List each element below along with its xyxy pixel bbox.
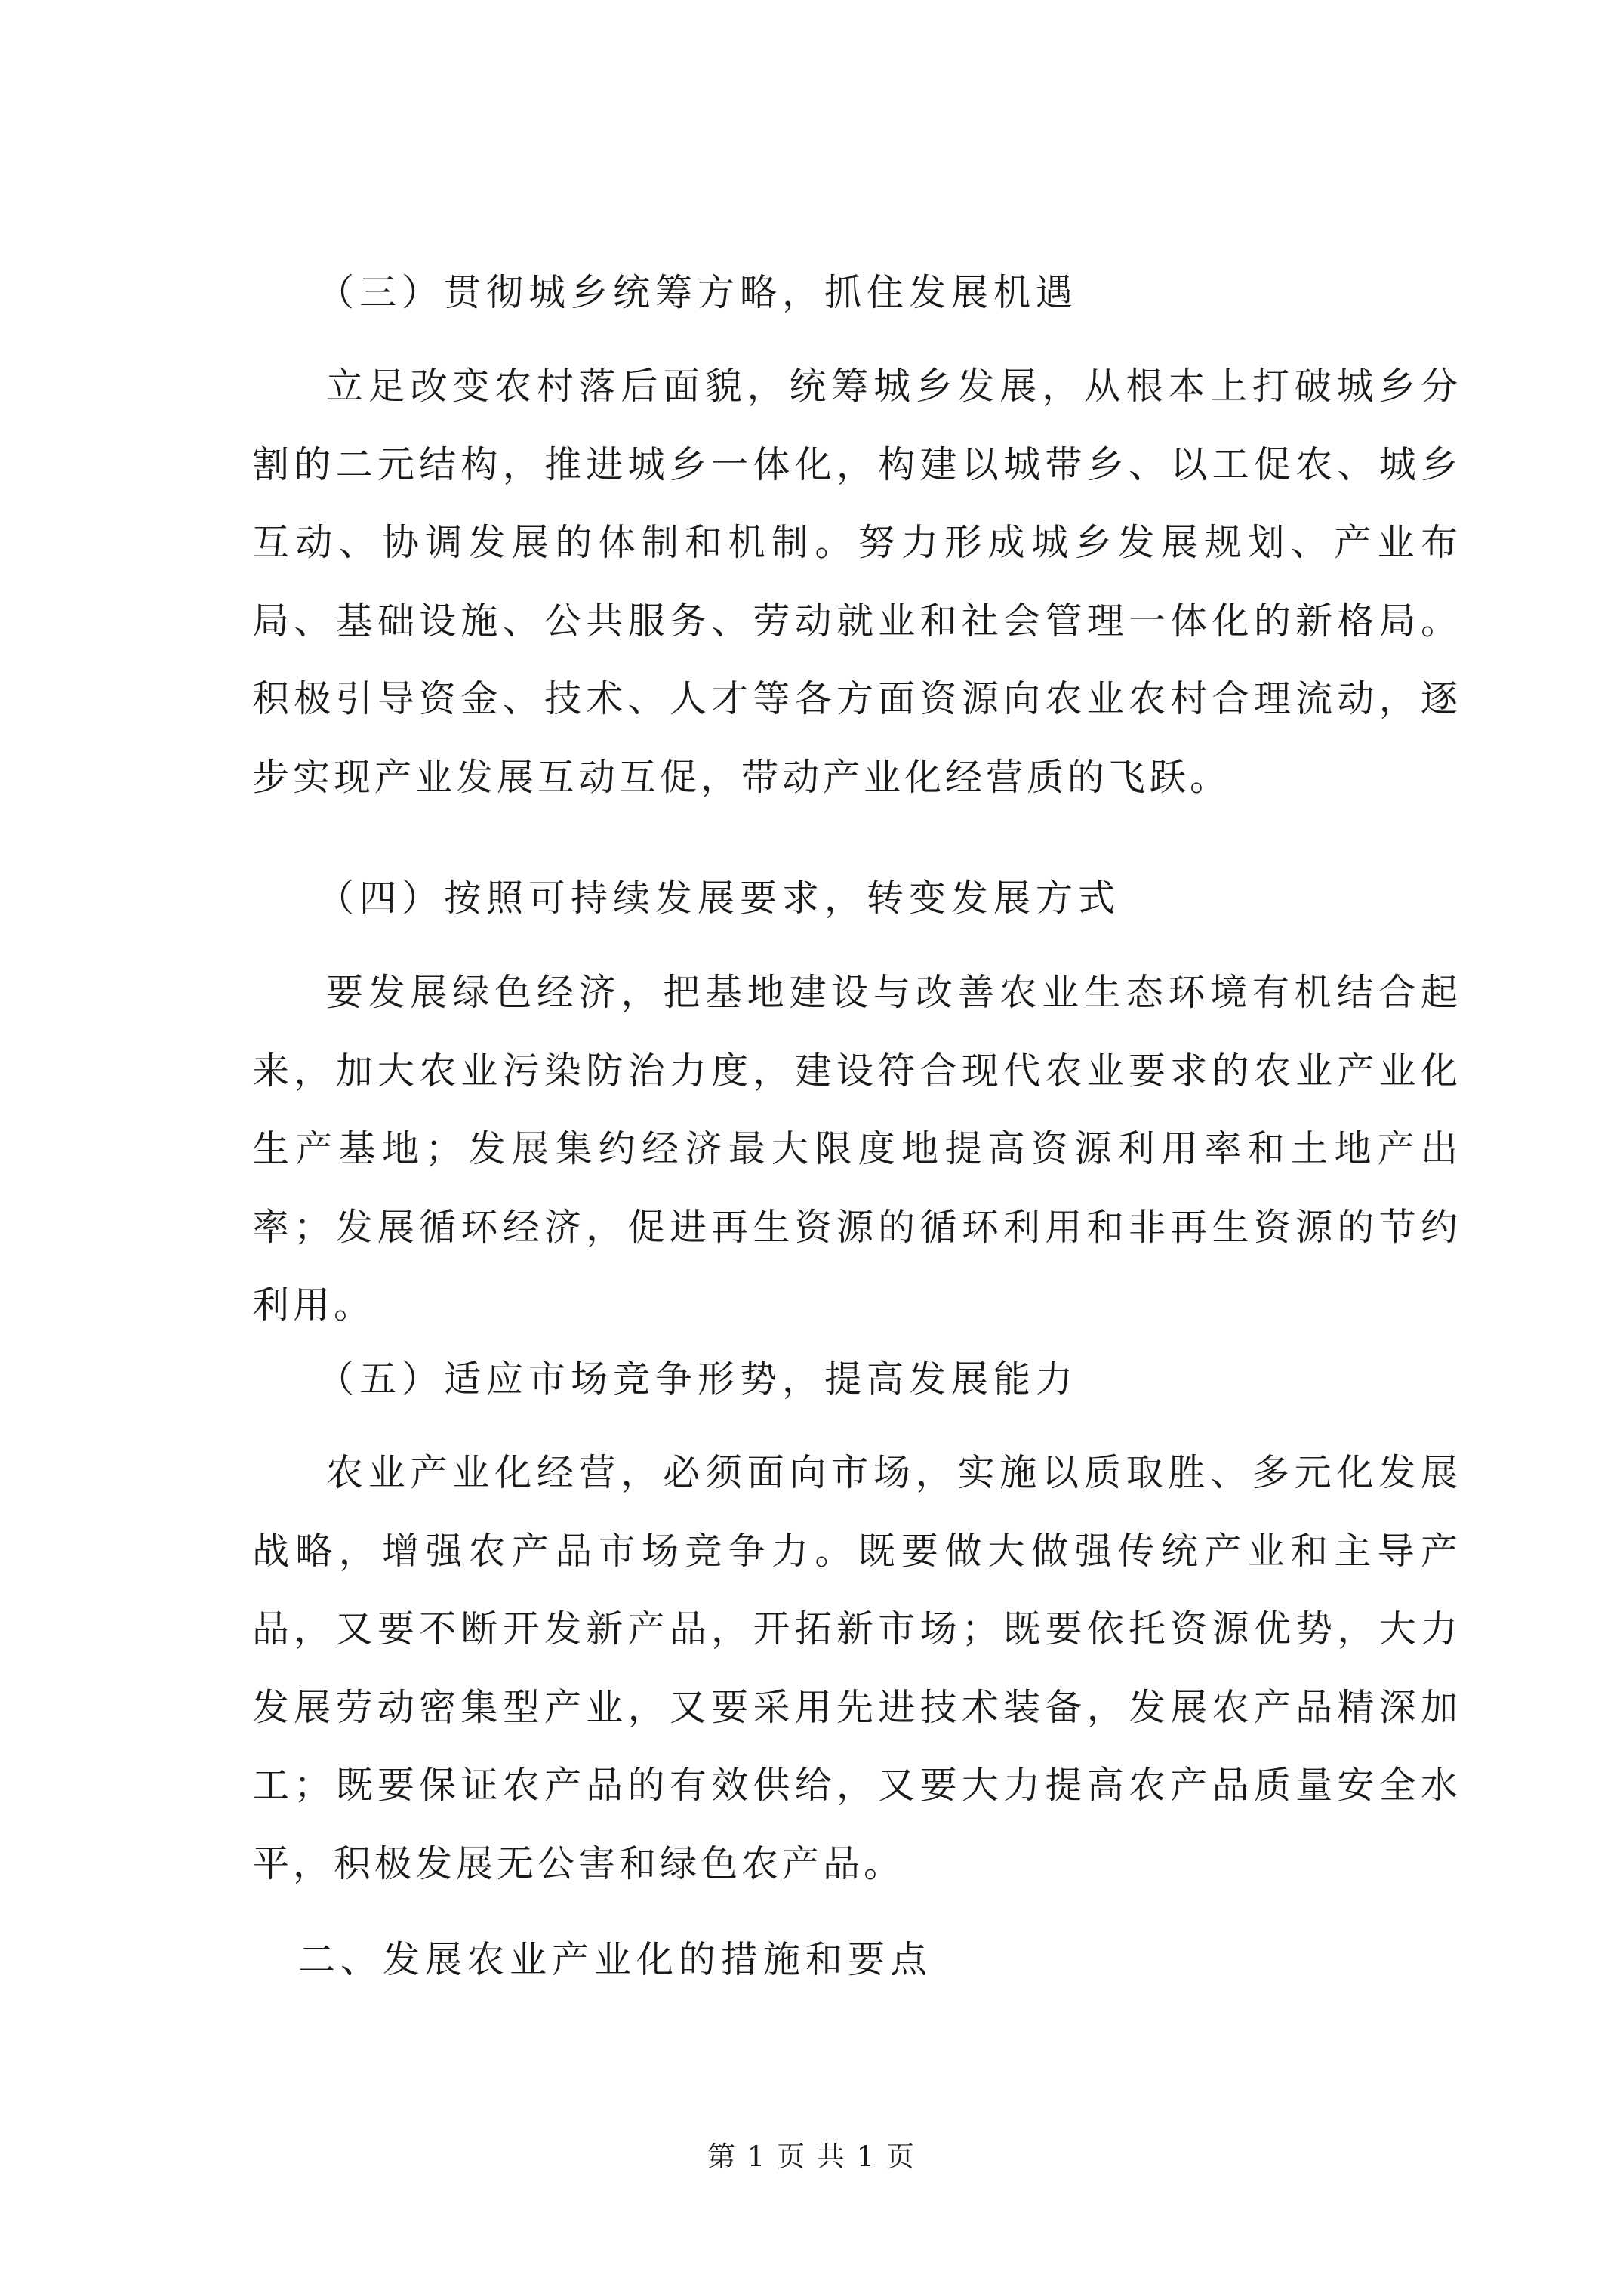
section-3-heading: （三）贯彻城乡统筹方略，抓住发展机遇 <box>317 271 1079 314</box>
section-5-heading: （五）适应市场竞争形势，提高发展能力 <box>317 1358 1079 1401</box>
section-4-paragraph: 要发展绿色经济，把基地建设与改善农业生态环境有机结合起来，加大农业污染防治力度，建设符合现代农业要求的农业产业化生产基地；发展集约经济最大限度地提高资源利用率和土地产出率；发展循环经济，促进再生资源的循环利用和非再生资源的节约利用。 <box>252 971 1461 1327</box>
section-4-heading: （四）按照可持续发展要求，转变发展方式 <box>317 877 1121 920</box>
section-3-paragraph: 立足改变农村落后面貌，统筹城乡发展，从根本上打破城乡分割的二元结构，推进城乡一体化，构建以城带乡、以工促农、城乡互动、协调发展的体制和机制。努力形成城乡发展规划、产业布局、基础设施、公共服务、劳动就业和社会管理一体化的新格局。积极引导资金、技术、人才等各方面资源向农业农村合理流动，逐步实现产业发展互动互促，带动产业化经营质的飞跃。 <box>252 365 1461 799</box>
part-2-heading: 二、发展农业产业化的措施和要点 <box>298 1938 933 1981</box>
page-number-footer: 第 1 页 共 1 页 <box>707 2140 916 2173</box>
section-5-paragraph: 农业产业化经营，必须面向市场，实施以质取胜、多元化发展战略，增强农产品市场竞争力。既要做大做强传统产业和主导产品，又要不断开发新产品，开拓新市场；既要依托资源优势，大力发展劳动密集型产业，又要采用先进技术装备，发展农产品精深加工；既要保证农产品的有效供给，又要大力提高农产品质量安全水平，积极发展无公害和绿色农产品。 <box>252 1451 1461 1885</box>
